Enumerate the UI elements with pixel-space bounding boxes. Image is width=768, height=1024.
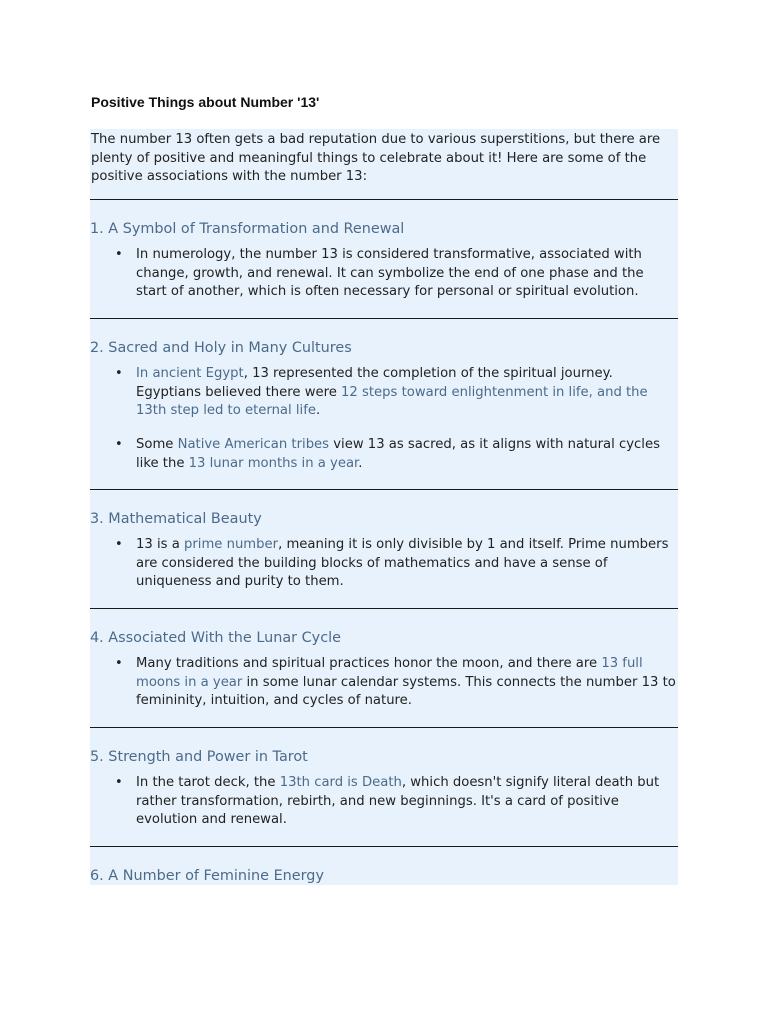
highlight-link[interactable]: In ancient Egypt (136, 366, 244, 381)
list-item (90, 655, 678, 711)
highlight-link[interactable]: 13 lunar months in a year (188, 455, 359, 471)
section-1 (90, 200, 678, 318)
bullet-icon: • (115, 537, 123, 552)
section-4 (90, 609, 678, 727)
bullet-icon: • (115, 775, 123, 790)
section-heading: 5. Strength and Power in Tarot (90, 749, 308, 765)
list-item (90, 246, 678, 302)
highlight-link[interactable]: prime number (183, 537, 279, 552)
list-item (90, 365, 678, 421)
section-6 (90, 847, 678, 885)
highlight-link[interactable]: Native American tribes (177, 437, 330, 453)
bullet-icon: • (115, 656, 123, 671)
section-heading: 3. Mathematical Beauty (90, 511, 262, 527)
bullet-text: view 13 as sacred, as it aligns with natural cycles like the (136, 437, 660, 471)
section-heading: 6. A Number of Feminine Energy (90, 868, 324, 884)
list-item (90, 536, 678, 592)
section-heading: 4. Associated With the Lunar Cycle (90, 630, 341, 646)
bullet-text: In the tarot deck, the (136, 775, 280, 790)
bullet-text: 13 is a (136, 537, 184, 552)
intro-paragraph: The number 13 often gets a bad reputation due to various superstitions, but there are plenty of positive and meaningful things to celebrate about it! Here are some of the positive associations with the number 13: (91, 132, 661, 185)
list-item (90, 774, 678, 830)
bullet-text: In numerology, the number 13 is considered transformative, associated with change, growth, and renewal. It can symbolize the end of one phase and the start of another, which is often necessary for personal or spiritual evolution. (136, 247, 644, 300)
bullet-text: , meaning it is only divisible by 1 and itself. Prime numbers are considered the building blocks of mathematics and have a sense of uniqueness and purity to them. (136, 537, 669, 590)
page-title: Positive Things about Number '13' (91, 94, 320, 110)
bullet-text: , 13 represented the completion of the spiritual journey. Egyptians believed there were (136, 366, 613, 400)
highlight-link[interactable]: 12 steps toward enlightenment in life, and the 13th step led to eternal life (136, 384, 648, 419)
section-heading: 2. Sacred and Holy in Many Cultures (90, 340, 352, 356)
highlight-link[interactable]: 13 full moons in a year (136, 656, 643, 690)
bullet-text: . (358, 455, 363, 471)
section-5 (90, 728, 678, 846)
bullet-text: . (315, 403, 321, 419)
bullet-text: , which doesn't signify literal death but rather transformation, rebirth, and new beginnings. It's a card of positive evolution and renewal. (136, 775, 660, 828)
section-2 (90, 319, 678, 489)
article-panel (90, 129, 678, 885)
bullet-icon: • (115, 366, 123, 381)
section-heading: 1. A Symbol of Transformation and Renewal (90, 221, 405, 237)
bullet-text: in some lunar calendar systems. This connects the number 13 to femininity, intuition, and cycles of nature. (136, 674, 676, 709)
list-item (90, 436, 678, 473)
bullet-icon: • (115, 437, 123, 453)
bullet-icon: • (115, 247, 123, 262)
bullet-text: Some (136, 437, 178, 453)
bullet-text: Many traditions and spiritual practices honor the moon, and there are (136, 656, 602, 671)
section-3 (90, 490, 678, 608)
highlight-link[interactable]: 13th card is Death (279, 775, 402, 790)
